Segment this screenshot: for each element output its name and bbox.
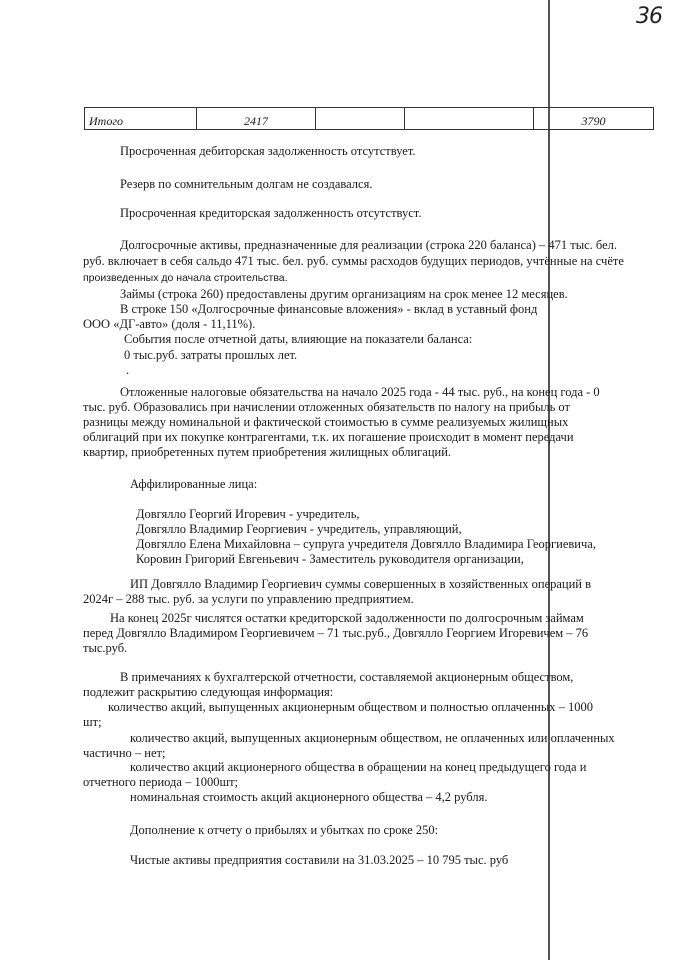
deferred-tax-line-1: Отложенные налоговые обязательства на начало 2025 года - 44 тыс. руб., на конец года - 0 [120,385,600,399]
notes-text-1: В примечаниях к бухгалтерской отчетности, составляемой акционерным обществом, [120,670,574,684]
overdue-receivables-text: Просроченная дебиторская задолженность отсутствует. [120,144,416,158]
long-term-assets-line-1: Долгосрочные активы, предназначенные для реализации (строка 220 баланса) – 471 тыс. бел. [120,238,618,252]
notes-text-2: подлежит раскрытию следующая информация: [83,685,334,699]
long-term-assets-line-3: произведенных до начала строительства. [83,272,288,284]
post-events-text-2: 0 тыс.руб. затраты прошлых лет. [124,348,298,362]
totals-empty-cell [405,108,534,130]
totals-label: Итого [85,108,197,130]
totals-empty-cell [316,108,405,130]
totals-row [85,108,654,130]
affiliate-item: Довгялло Владимир Георгиевич - учредитель, управляющий, [136,522,462,536]
net-assets-text: Чистые активы предприятия составили на 31.03.2025 – 10 795 тыс. руб [130,853,509,867]
ip-text-2: 2024г – 288 тыс. руб. за услуги по управлению предприятием. [83,592,414,606]
dot-mark: . [126,363,130,377]
addendum-text: Дополнение к отчету о прибылях и убытках по сроке 250: [130,823,439,837]
shares-unpaid-text-1: количество акций, выпущенных акционерным обществом, не оплаченных или оплаченных [130,731,615,745]
nominal-value-text: номинальная стоимость акций акционерного общества – 4,2 рубля. [130,790,488,804]
balance-text-1: На конец 2025г числятся остатки кредиторской задолженности по долгосрочным займам [110,611,584,625]
deferred-tax-line-3: разницы между номинальной и фактической стоимостью в сумме реализуемых жилищных [83,415,569,429]
overdue-payables-text: Просроченная кредиторская задолженность отсутствуст. [120,206,422,220]
shares-paid-text-2: шт; [83,715,102,729]
long-term-assets-line-2: руб. включает в себя сальдо 471 тыс. бел. руб. суммы расходов будущих периодов, учтённые на счёте [83,254,624,268]
totals-table [84,107,654,130]
post-events-text-1: События после отчетной даты, влияющие на показатели баланса: [124,332,473,346]
ip-text-1: ИП Довгялло Владимир Георгиевич суммы совершенных в хозяйственных операций в [130,577,592,591]
line-150-text-2: ООО «ДГ-авто» (доля - 11,11%). [83,317,256,331]
totals-value-1: 2417 [197,108,316,130]
affiliate-item: Коровин Григорий Евгеньевич - Заместитель руководителя организации, [136,552,524,566]
shares-paid-text-1: количество акций, выпущенных акционерным обществом и полностью оплаченных – 1000 [108,700,593,714]
shares-circulation-text-2: отчетного периода – 1000шт; [83,775,239,789]
doubtful-debts-text: Резерв по сомнительным долгам не создавался. [120,177,373,191]
loans-260-text: Займы (строка 260) предоставлены другим организациям на срок менее 12 месяцев. [120,287,568,301]
line-150-text-1: В строке 150 «Долгосрочные финансовые вложения» - вклад в уставный фонд [120,302,538,316]
deferred-tax-line-4: облигаций при их покупке контрагентами, т.к. их погашение происходит в момент передачи [83,430,574,444]
shares-circulation-text-1: количество акций акционерного общества в обращении на конец предыдущего года и [130,760,587,774]
page-number: 36 [636,4,662,29]
balance-text-3: тыс.руб. [83,641,128,655]
balance-text-2: перед Довгялло Владимиром Георгиевичем – 71 тыс.руб., Довгялло Георгием Игоревичем – 76 [83,626,589,640]
deferred-tax-line-2: тыс. руб. Образовались при начислении отложенных обязательств по налогу на прибыль от [83,400,570,414]
totals-value-2: 3790 [534,108,654,130]
affiliates-title: Аффилированные лица: [130,477,258,491]
shares-unpaid-text-2: частично – нет; [83,746,166,760]
affiliate-item: Довгялло Георгий Игоревич - учредитель, [136,507,360,521]
deferred-tax-line-5: квартир, приобретенных путем приобретения жилищных облигаций. [83,445,452,459]
affiliate-item: Довгялло Елена Михайловна – супруга учредителя Довгялло Владимира Георгиевича, [136,537,596,551]
scan-fold-line [548,0,550,960]
